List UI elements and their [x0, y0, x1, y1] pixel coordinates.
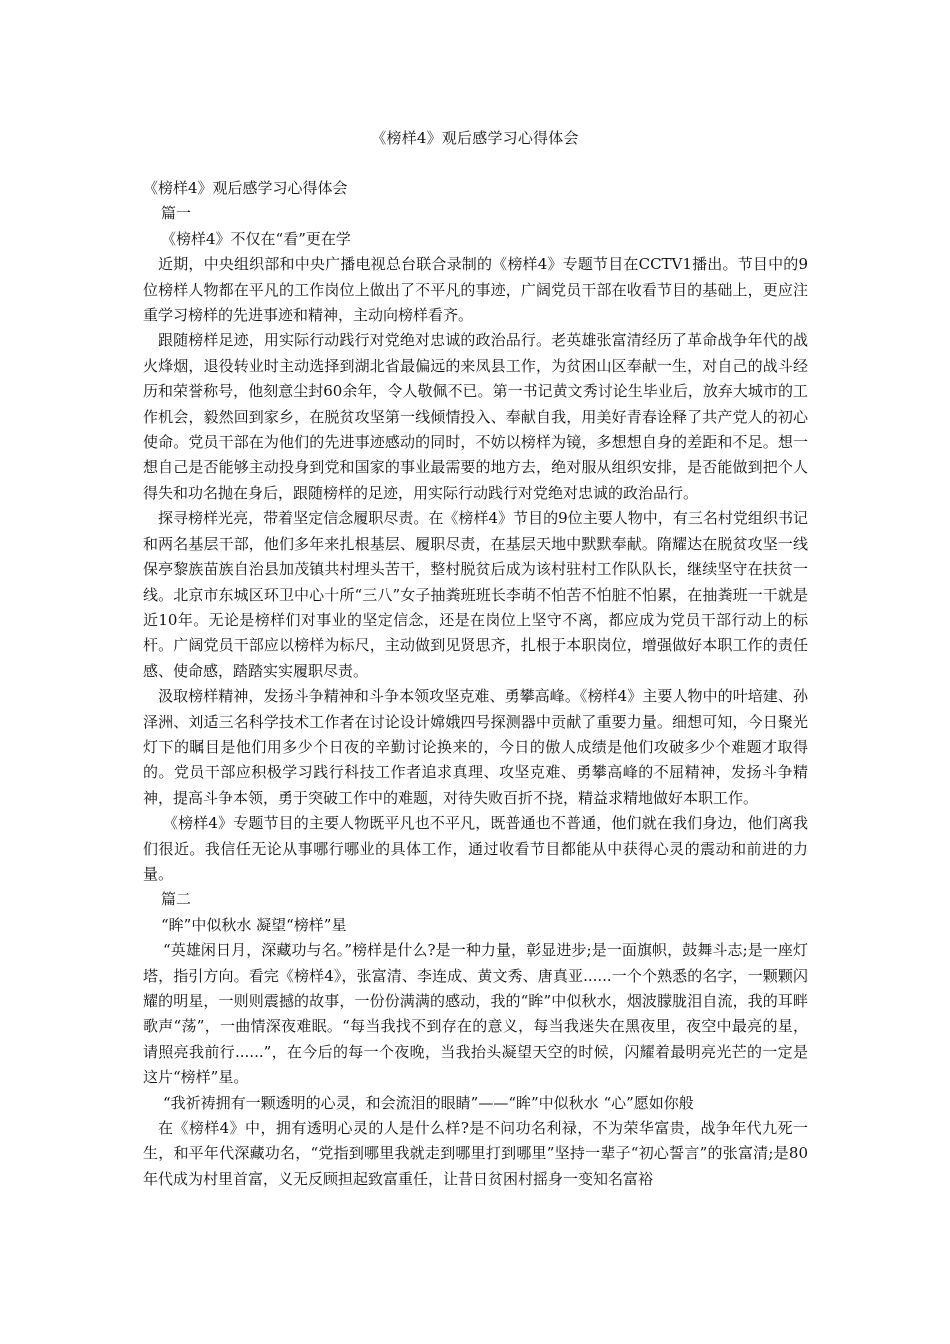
body-paragraph: 篇一 [161, 204, 192, 223]
body-paragraph: 《榜样4》观后感学习心得体会 [143, 179, 348, 197]
body-paragraph: 《榜样4》专题节目的主要人物既平凡也不平凡，既普通也不普通，他们就在我们身边，他们离我们很近。我信任无论从事哪行哪业的具体工作，通过收看节目都能从中获得心灵的震动和前进的力量。 [143, 814, 808, 883]
body-paragraph: 在《榜样4》中，拥有透明心灵的人是什么样?是不问功名利禄，不为荣华富贵，战争年代九死一生，和平年代深藏功名，“党指到哪里我就走到哪里打到哪里”坚持一辈子“初心誓言”的张富清;是80年代成为村里首富，义无反顾担起致富重任，让昔日贫困村摇身一变知名富裕 [143, 1119, 808, 1188]
document-title: 《榜样4》观后感学习心得体会 [371, 129, 579, 147]
body-paragraph: 探寻榜样光亮，带着坚定信念履职尽责。在《榜样4》节目的9位主要人物中，有三名村党组织书记和两名基层干部，他们多年来扎根基层、履职尽责，在基层天地中默默奉献。隋耀达在脱贫攻坚一线保亭黎族苗族自治县加茂镇共村埋头苦干，整村脱贫后成为该村驻村工作队队长，继续坚守在扶贫一线。北京市东城区环卫中心十所“三八”女子抽粪班班长李萌不怕苦不怕脏不怕累，在抽粪班一干就是近10年。无论是榜样们对事业的坚定信念，还是在岗位上坚守不离，都应成为党员干部行动上的标杆。广阔党员干部应以榜样为标尺，主动做到见贤思齐，扎根于本职岗位，增强做好本职工作的责任感、使命感，踏踏实实履职尽责。 [143, 509, 808, 680]
body-paragraph: 跟随榜样足迹，用实际行动践行对党绝对忠诚的政治品行。老英雄张富清经历了革命战争年代的战火烽烟，退役转业时主动选择到湖北省最偏远的来凤县工作，为贫困山区奉献一生，对自己的战斗经历和荣誉称号，他刻意尘封60余年，令人敬佩不已。第一书记黄文秀讨论生毕业后，放弃大城市的工作机会，毅然回到家乡，在脱贫攻坚第一线倾情投入、奉献自我，用美好青春诠释了共产党人的初心使命。党员干部在为他们的先进事迹感动的同时，不妨以榜样为镜，多想想自身的差距和不足。想一想自己是否能够主动投身到党和国家的事业最需要的地方去，绝对服从组织安排，是否能做到把个人得失和功名抛在身后，跟随榜样的足迹，用实际行动践行对党绝对忠诚的政治品行。 [143, 331, 808, 502]
body-paragraph: 近期，中央组织部和中央广播电视总台联合录制的《榜样4》专题节目在CCTV1播出。节目中的9位榜样人物都在平凡的工作岗位上做出了不平凡的事迹，广阔党员干部在收看节目的基础上，更应注重学习榜样的先进事迹和精神，主动向榜样看齐。 [143, 255, 808, 325]
document-body [143, 176, 808, 1192]
body-paragraph: 汲取榜样精神，发扬斗争精神和斗争本领攻坚克难、勇攀高峰。《榜样4》主要人物中的叶培建、孙泽洲、刘适三名科学技术工作者在讨论设计嫦娥四号探测器中贡献了重要力量。细想可知，今日聚光灯下的瞩目是他们用多少个日夜的辛勤讨论换来的，今日的傲人成绩是他们攻破多少个难题才取得的。党员干部应积极学习践行科技工作者追求真理、攻坚克难、勇攀高峰的不屈精神，发扬斗争精神，提高斗争本领，勇于突破工作中的难题，对待失败百折不挠，精益求精地做好本职工作。 [143, 687, 808, 807]
body-paragraph: 《榜样4》不仅在“看”更在学 [161, 229, 351, 248]
body-paragraph: “英雄闲日月，深藏功与名。”榜样是什么?是一种力量，彰显进步;是一面旗帜，鼓舞斗志;是一座灯塔，指引方向。看完《榜样4》，张富清、李连成、黄文秀、唐真亚......一个个熟悉的名字，一颗颗闪耀的明星，一则则震撼的故事，一份份满满的感动，我的“眸”中似秋水，烟波朦胧泪自流，我的耳畔歌声“荡”，一曲情深夜难眠。“每当我找不到存在的意义，每当我迷失在黑夜里，夜空中最亮的星，请照亮我前行......”，在今后的每一个夜晚，当我抬头凝望天空的时候，闪耀着最明亮光芒的一定是这片“榜样”星。 [143, 941, 808, 1087]
body-paragraph: 篇二 [161, 890, 192, 909]
body-paragraph: “我祈祷拥有一颗透明的心灵，和会流泪的眼睛”——“眸”中似秋水 “心”愿如你般 [163, 1093, 694, 1112]
body-paragraph: “眸”中似秋水 凝望“榜样”星 [161, 915, 347, 934]
